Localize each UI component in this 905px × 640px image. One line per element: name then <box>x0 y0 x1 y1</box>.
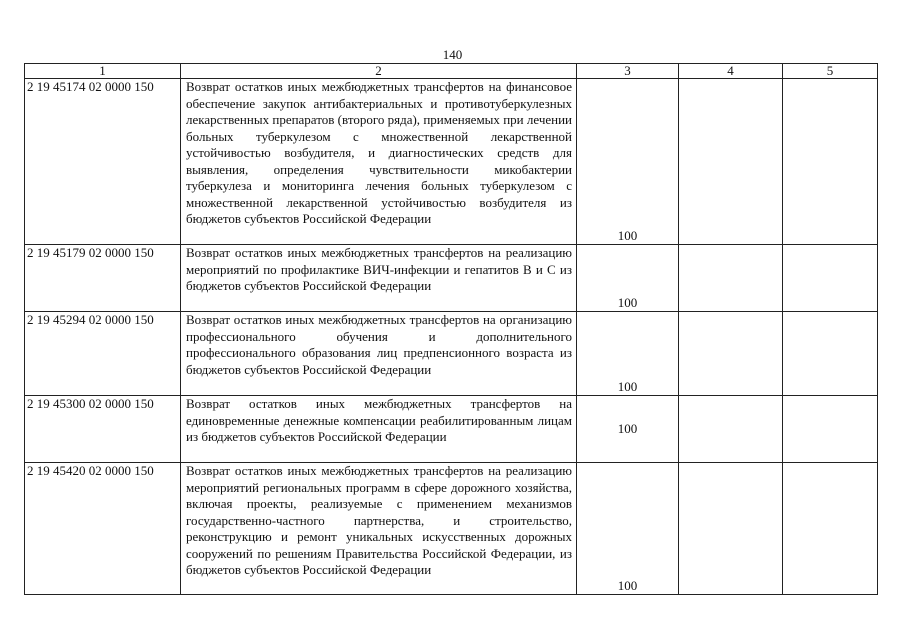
column-header-1: 1 <box>25 64 181 79</box>
table-row <box>25 396 878 463</box>
column-5-cell <box>783 312 878 396</box>
revenue-name: Возврат остатков иных межбюджетных трансфертов на реализацию мероприятий региональных программ в сфере дорожного хозяйства, включая проекты, реализуемые с применением механизмов государственно-частного партнерства, и строительство, реконструкцию и ремонт уникальных искусственных дорожных сооружений по решениям Правительства Российской Федерации, из бюджетов субъектов Российской Федерации <box>181 463 577 595</box>
header-row <box>25 64 878 79</box>
column-header-3: 3 <box>577 64 679 79</box>
budget-table <box>24 63 878 595</box>
budget-code: 2 19 45174 02 0000 150 <box>25 79 181 245</box>
revenue-name: Возврат остатков иных межбюджетных трансфертов на организацию профессионального обучения и дополнительного профессионального образования лиц предпенсионного возраста из бюджетов субъектов Российской Федерации <box>181 312 577 396</box>
amount: 100 <box>577 312 679 396</box>
revenue-name: Возврат остатков иных межбюджетных трансфертов на финансовое обеспечение закупок антибактериальных и противотуберкулезных лекарственных препаратов (второго ряда), применяемых при лечении больных туберкулезом с множественной лекарственной устойчивостью возбудителя, и диагностических средств для выявления, определения чувствительности микобактерии туберкулеза и мониторинга лечения больных туберкулезом с множественной лекарственной устойчивостью возбудителя из бюджетов субъектов Российской Федерации <box>181 79 577 245</box>
budget-code: 2 19 45300 02 0000 150 <box>25 396 181 463</box>
column-5-cell <box>783 79 878 245</box>
column-5-cell <box>783 396 878 463</box>
budget-code: 2 19 45179 02 0000 150 <box>25 245 181 312</box>
revenue-name: Возврат остатков иных межбюджетных трансфертов на реализацию мероприятий по профилактике ВИЧ-инфекции и гепатитов В и С из бюджетов субъектов Российской Федерации <box>181 245 577 312</box>
column-header-4: 4 <box>679 64 783 79</box>
amount: 100 <box>577 245 679 312</box>
page-number: 140 <box>442 47 463 62</box>
column-4-cell <box>679 79 783 245</box>
table-row <box>25 79 878 245</box>
amount: 100 <box>577 79 679 245</box>
column-header-2: 2 <box>181 64 577 79</box>
column-5-cell <box>783 245 878 312</box>
table-row <box>25 463 878 595</box>
table-row <box>25 312 878 396</box>
amount: 100 <box>577 396 679 463</box>
budget-code: 2 19 45294 02 0000 150 <box>25 312 181 396</box>
revenue-name: Возврат остатков иных межбюджетных трансфертов на единовременные денежные компенсации реабилитированным лицам из бюджетов субъектов Российской Федерации <box>181 396 577 463</box>
column-4-cell <box>679 312 783 396</box>
column-4-cell <box>679 463 783 595</box>
column-4-cell <box>679 396 783 463</box>
column-4-cell <box>679 245 783 312</box>
column-header-5: 5 <box>783 64 878 79</box>
budget-code: 2 19 45420 02 0000 150 <box>25 463 181 595</box>
column-5-cell <box>783 463 878 595</box>
amount: 100 <box>577 463 679 595</box>
table-row <box>25 245 878 312</box>
